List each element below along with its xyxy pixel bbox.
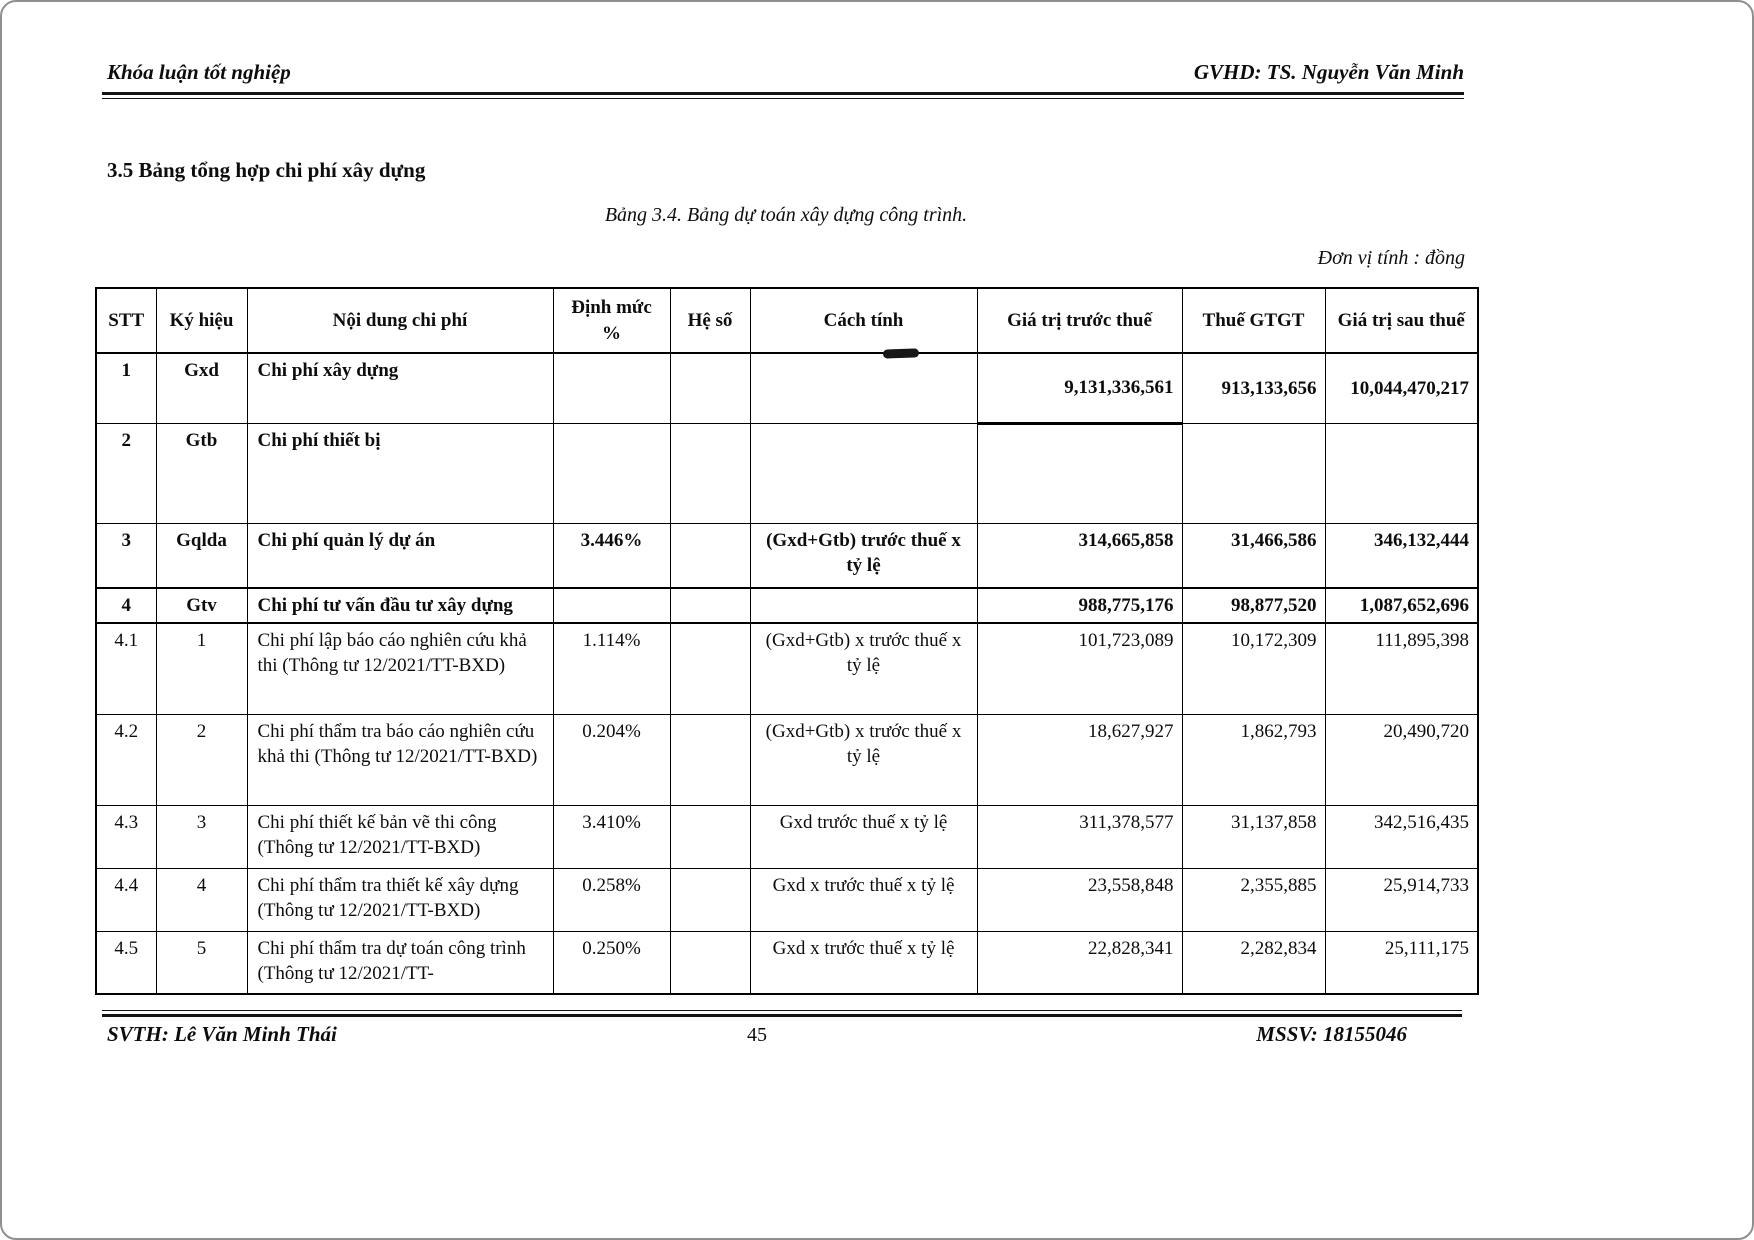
page-header [107,60,1464,85]
cell-thue-gtgt: 98,877,520 [1182,588,1325,623]
footer-divider [102,1010,1462,1017]
cell-dinh-muc: 0.258% [553,868,670,931]
cell-gia-tri-sau-thue: 1,087,652,696 [1325,588,1478,623]
cell-cach-tinh [750,353,977,423]
table-row [96,714,1478,805]
cell-gia-tri-truoc-thue: 101,723,089 [977,623,1182,714]
header-divider [102,92,1464,99]
header-right-text: GVHD: TS. Nguyễn Văn Minh [1193,60,1464,84]
col-header-he-so: Hệ số [670,288,750,353]
cell-ky-hieu: 1 [156,623,247,714]
cell-thue-gtgt: 31,137,858 [1182,805,1325,868]
cell-dinh-muc: 1.114% [553,623,670,714]
cell-gia-tri-sau-thue: 111,895,398 [1325,623,1478,714]
cell-gia-tri-sau-thue: 342,516,435 [1325,805,1478,868]
col-header-stt: STT [96,288,156,353]
cell-ky-hieu: Gtb [156,423,247,523]
table-row [96,523,1478,588]
col-header-ky-hieu: Ký hiệu [156,288,247,353]
cell-dinh-muc: 3.446% [553,523,670,588]
cell-he-so [670,931,750,994]
table-row [96,353,1478,423]
cell-noi-dung: Chi phí xây dựng [247,353,553,423]
cell-noi-dung: Chi phí thiết bị [247,423,553,523]
cell-cach-tinh: (Gxd+Gtb) x trước thuế x tỷ lệ [750,623,977,714]
cell-gia-tri-truoc-thue: 314,665,858 [977,523,1182,588]
cell-cach-tinh: Gxd x trước thuế x tỷ lệ [750,931,977,994]
cell-cach-tinh: (Gxd+Gtb) x trước thuế x tỷ lệ [750,714,977,805]
cell-he-so [670,623,750,714]
header-left-text: Khóa luận tốt nghiệp [107,60,291,84]
cell-he-so [670,588,750,623]
cell-stt: 4 [96,588,156,623]
cell-thue-gtgt [1182,423,1325,523]
table-row [96,423,1478,523]
page-footer [107,1022,1459,1047]
col-header-dinh-muc: Định mức % [553,288,670,353]
cell-ky-hieu: Gtv [156,588,247,623]
cell-he-so [670,714,750,805]
cell-he-so [670,423,750,523]
cell-he-so [670,868,750,931]
cell-he-so [670,805,750,868]
footer-right-text: MSSV: 18155046 [1256,1022,1407,1046]
cell-gia-tri-truoc-thue: 22,828,341 [977,931,1182,994]
table-header-row [96,288,1478,353]
cell-stt: 2 [96,423,156,523]
table-row [96,588,1478,623]
cell-noi-dung: Chi phí lập báo cáo nghiên cứu khả thi (Thông tư 12/2021/TT-BXD) [247,623,553,714]
cell-gia-tri-sau-thue: 10,044,470,217 [1325,353,1478,423]
ink-smudge-artifact [883,348,919,358]
section-title: 3.5 Bảng tổng hợp chi phí xây dựng [107,158,426,182]
cell-ky-hieu: 4 [156,868,247,931]
cell-gia-tri-sau-thue: 25,111,175 [1325,931,1478,994]
table-caption: Bảng 3.4. Bảng dự toán xây dựng công trình. [604,204,968,226]
cell-dinh-muc: 0.250% [553,931,670,994]
cell-cach-tinh: (Gxd+Gtb) trước thuế x tỷ lệ [750,523,977,588]
cell-noi-dung: Chi phí quản lý dự án [247,523,553,588]
cell-gia-tri-sau-thue: 346,132,444 [1325,523,1478,588]
cell-he-so [670,523,750,588]
cell-ky-hieu: 2 [156,714,247,805]
col-header-cach-tinh: Cách tính [750,288,977,353]
col-header-gia-tri-truoc-thue: Giá trị trước thuế [977,288,1182,353]
cell-he-so [670,353,750,423]
cell-thue-gtgt: 31,466,586 [1182,523,1325,588]
col-header-gia-tri-sau-thue: Giá trị sau thuế [1325,288,1478,353]
cell-noi-dung: Chi phí tư vấn đầu tư xây dựng [247,588,553,623]
cell-stt: 4.2 [96,714,156,805]
cell-ky-hieu: Gqlda [156,523,247,588]
table-row [96,931,1478,994]
cell-thue-gtgt: 2,282,834 [1182,931,1325,994]
cell-thue-gtgt: 1,862,793 [1182,714,1325,805]
unit-note: Đơn vị tính : đồng [1317,247,1465,269]
cell-stt: 3 [96,523,156,588]
table-row [96,805,1478,868]
cell-gia-tri-truoc-thue: 23,558,848 [977,868,1182,931]
cell-noi-dung: Chi phí thiết kế bản vẽ thi công (Thông tư 12/2021/TT-BXD) [247,805,553,868]
cell-dinh-muc [553,588,670,623]
cell-noi-dung: Chi phí thẩm tra dự toán công trình (Thông tư 12/2021/TT- [247,931,553,994]
cell-gia-tri-sau-thue: 25,914,733 [1325,868,1478,931]
cell-noi-dung: Chi phí thẩm tra thiết kế xây dựng (Thông tư 12/2021/TT-BXD) [247,868,553,931]
cell-thue-gtgt: 10,172,309 [1182,623,1325,714]
cell-dinh-muc: 3.410% [553,805,670,868]
cell-stt: 4.5 [96,931,156,994]
cell-cach-tinh: Gxd trước thuế x tỷ lệ [750,805,977,868]
cell-gia-tri-truoc-thue: 311,378,577 [977,805,1182,868]
cell-ky-hieu: Gxd [156,353,247,423]
cell-cach-tinh: Gxd x trước thuế x tỷ lệ [750,868,977,931]
cell-ky-hieu: 3 [156,805,247,868]
cell-dinh-muc [553,423,670,523]
cell-gia-tri-sau-thue [1325,423,1478,523]
cell-thue-gtgt: 913,133,656 [1182,353,1325,423]
cost-summary-table [95,287,1479,995]
cell-gia-tri-truoc-thue [977,423,1182,523]
table-row [96,868,1478,931]
cell-dinh-muc [553,353,670,423]
cell-cach-tinh [750,588,977,623]
cell-stt: 4.1 [96,623,156,714]
footer-left-text: SVTH: Lê Văn Minh Thái [107,1022,337,1046]
cell-gia-tri-truoc-thue: 988,775,176 [977,588,1182,623]
cell-gia-tri-sau-thue: 20,490,720 [1325,714,1478,805]
cell-cach-tinh [750,423,977,523]
col-header-thue-gtgt: Thuế GTGT [1182,288,1325,353]
cell-noi-dung: Chi phí thẩm tra báo cáo nghiên cứu khả thi (Thông tư 12/2021/TT-BXD) [247,714,553,805]
cell-dinh-muc: 0.204% [553,714,670,805]
cell-gia-tri-truoc-thue: 18,627,927 [977,714,1182,805]
table-row [96,623,1478,714]
cell-stt: 1 [96,353,156,423]
page-number: 45 [747,1024,767,1046]
cell-gia-tri-truoc-thue: 9,131,336,561 [977,353,1182,423]
cell-stt: 4.4 [96,868,156,931]
cell-ky-hieu: 5 [156,931,247,994]
col-header-noi-dung: Nội dung chi phí [247,288,553,353]
cell-thue-gtgt: 2,355,885 [1182,868,1325,931]
cell-stt: 4.3 [96,805,156,868]
